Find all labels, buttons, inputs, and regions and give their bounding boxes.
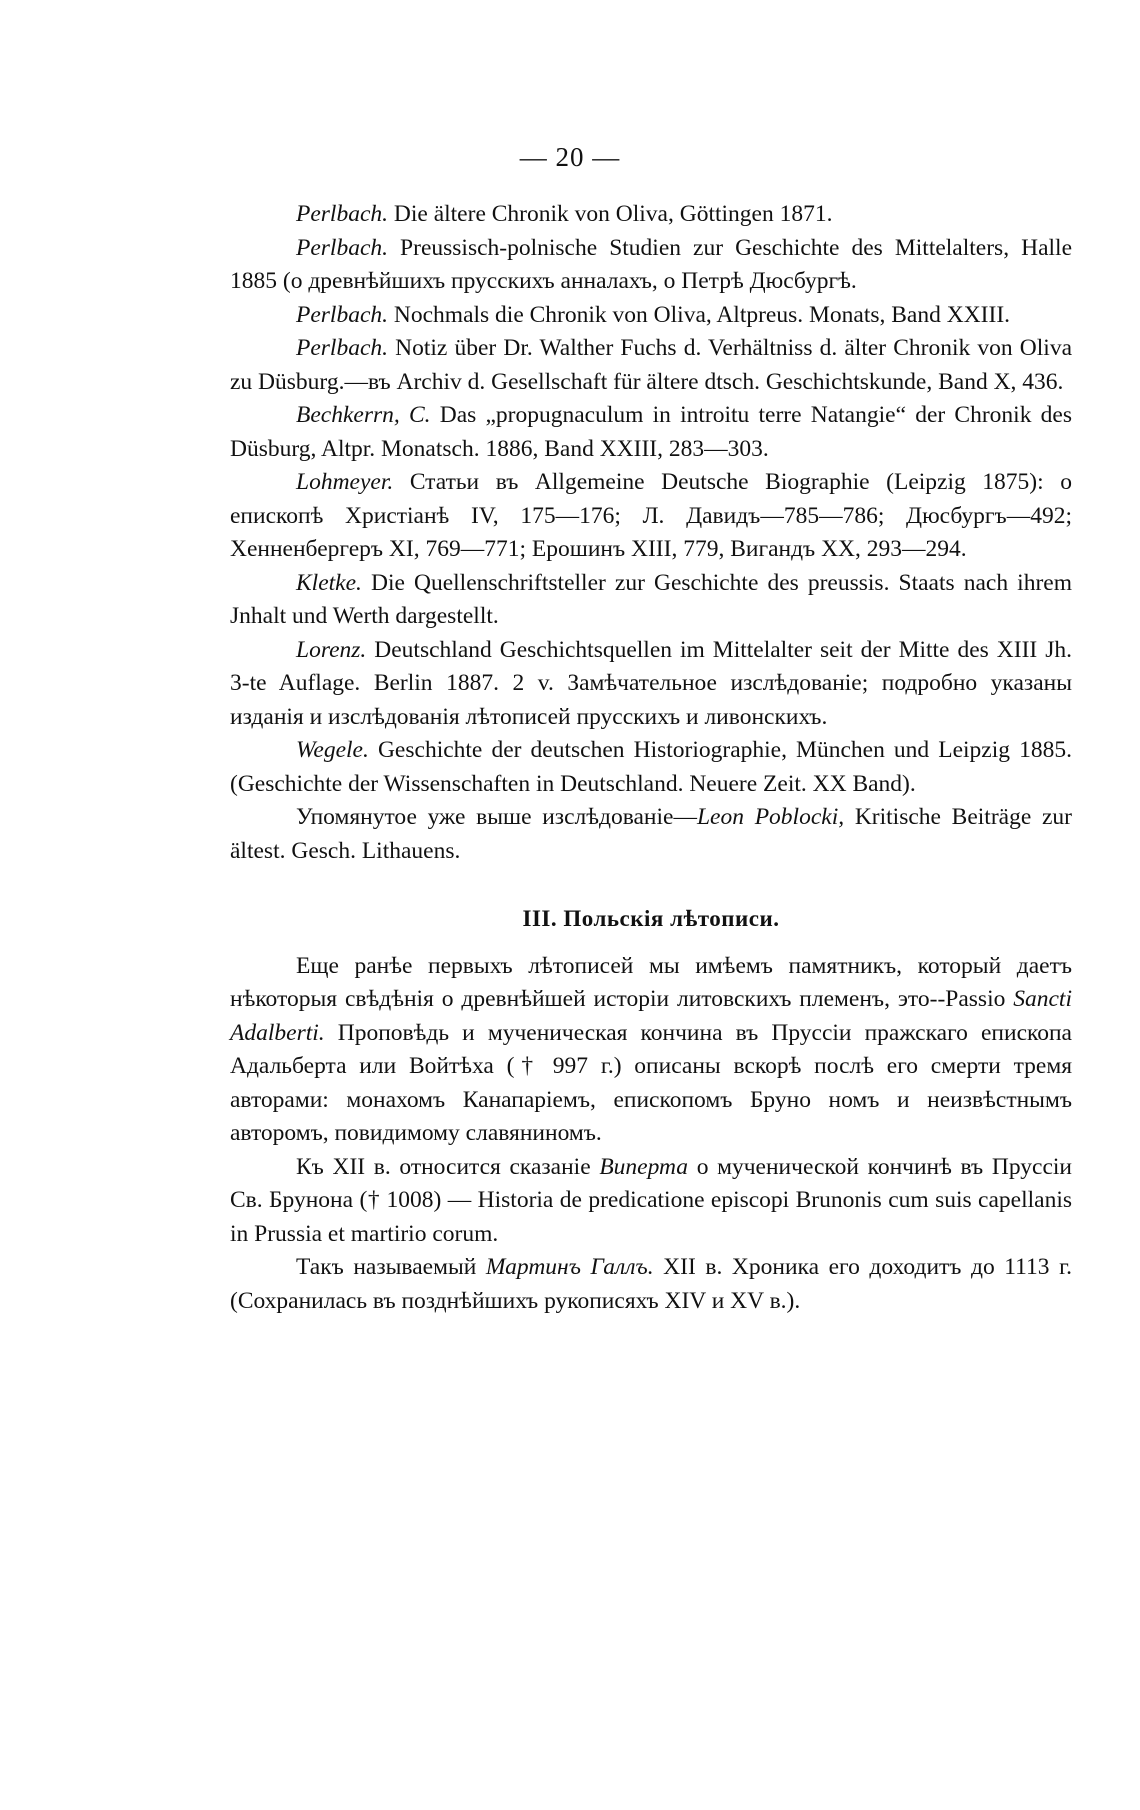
entry-author: Perlbach. bbox=[296, 335, 389, 361]
bibliography-entry bbox=[230, 734, 1072, 801]
vipert-name: Виперта bbox=[599, 1153, 689, 1180]
section-heading: III. Польскія лѣтописи. bbox=[522, 906, 780, 931]
entry-author: Perlbach. bbox=[296, 301, 389, 328]
entry-text: Nochmals die Chronik von Oliva, Altpreus. Monats, Band XXIII. bbox=[388, 301, 1011, 328]
entry-text: Das „propugnaculum in introitu terre Natangie“ der Chronik des Düsburg, Altpr. Monatsch. 1886, Band XXIII, 283—303. bbox=[230, 402, 1072, 462]
mention-author: Leon Poblocki, bbox=[696, 804, 845, 830]
entry-text: Notiz über Dr. Walther Fuchs d. Verhältniss d. älter Chronik von Oliva zu Düsburg.—въ Archiv d. Gesellschaft für ältere dtsch. Geschichtskunde, Band X, 436. bbox=[230, 335, 1072, 395]
mention-after: Kritische Beiträge zur ältest. Gesch. Lithauens. bbox=[230, 804, 1072, 864]
entry-author: Lohmeyer. bbox=[296, 469, 394, 495]
mention-before: Упомянутое уже выше изслѣдованіе— bbox=[296, 804, 697, 830]
bibliography-entry bbox=[230, 567, 1072, 634]
bibliography-entry bbox=[230, 399, 1072, 466]
passio-paragraph bbox=[230, 950, 1072, 1151]
bibliography-entry bbox=[230, 332, 1072, 399]
bibliography-entry bbox=[230, 634, 1072, 735]
entry-author: Perlbach. bbox=[296, 201, 389, 227]
entry-text: Die Quellenschriftsteller zur Geschichte des preussis. Staats nach ihrem Jnhalt und Werth dargestellt. bbox=[230, 569, 1072, 629]
main-text bbox=[230, 198, 1072, 1318]
entry-text: Preussisch-polnische Studien zur Geschichte des Mittelalters, Halle 1885 (о древнѣйшихъ прусскихъ анналахъ, о Петрѣ Дюсбургѣ. bbox=[230, 234, 1072, 294]
entry-author: Perlbach. bbox=[296, 234, 389, 261]
passio-title: Sancti Adalberti. bbox=[230, 986, 1072, 1046]
entry-text: Deutschland Geschichtsquellen im Mittelalter seit der Mitte des XIII Jh. 3-te Auflage. Berlin 1887. 2 v. Замѣчательное изслѣдованіе; подробно указаны изданія и изслѣдованія лѣтописей прусскихъ и ливонскихъ. bbox=[230, 636, 1072, 730]
entry-author: Kletke. bbox=[296, 569, 362, 596]
vipert-before: Къ XII в. относится сказаніе bbox=[296, 1153, 600, 1180]
bibliography-entry bbox=[230, 466, 1072, 567]
gallus-after: XII в. Хроника его доходитъ до 1113 г. (Сохранилась въ позднѣйшихъ рукописяхъ XIV и XV в.). bbox=[230, 1254, 1073, 1314]
page-number: — 20 — bbox=[519, 142, 621, 172]
vipert-paragraph bbox=[230, 1151, 1072, 1252]
entry-author: Lorenz. bbox=[296, 636, 367, 663]
entry-text: Статьи въ Allgemeine Deutsche Biographie (Leipzig 1875): о епископѣ Христіанѣ IV, 175—176; Л. Давидъ—785—786; Дюсбургъ—492; Хенненбергеръ XI, 769—771; Ерошинъ XIII, 779, Вигандъ XX, 293—294. bbox=[230, 469, 1072, 562]
vipert-after: о мученической кончинѣ въ Пруссіи Св. Брунона († 1008) — Historia de predicatione episcopi Brunonis cum suis capellanis in Prussia et martirio corum. bbox=[230, 1153, 1072, 1247]
gallus-before: Такъ называемый bbox=[296, 1254, 486, 1280]
gallus-name: Мартинъ Галлъ. bbox=[485, 1254, 654, 1280]
gallus-paragraph bbox=[230, 1251, 1072, 1318]
entry-text: Die ältere Chronik von Oliva, Göttingen 1871. bbox=[388, 201, 833, 227]
bibliography-entry bbox=[230, 232, 1072, 299]
passio-before: Еще ранѣе первыхъ лѣтописей мы имѣемъ памятникъ, который даетъ нѣкоторыя свѣдѣнія о древнѣйшей исторіи литовскихъ племенъ, это--Passio bbox=[230, 952, 1072, 1012]
entry-author: Wegele. bbox=[296, 737, 369, 763]
entry-text: Geschichte der deutschen Historiographie, München und Leipzig 1885. (Geschichte der Wissenschaften in Deutschland. Neuere Zeit. XX Band). bbox=[230, 737, 1072, 797]
entry-author: Bechkerrn, C. bbox=[296, 402, 431, 428]
bibliography-entry bbox=[230, 198, 1072, 232]
mention-paragraph bbox=[230, 801, 1072, 868]
passio-after: Проповѣдь и мученическая кончина въ Пруссіи пражскаго епископа Адальберта или Войтѣха († 997 г.) описаны вскорѣ послѣ его смерти тремя авторами: монахомъ Канапаріемъ, епископомъ Бруно номъ и неизвѣстнымъ авторомъ, повидимому славяниномъ. bbox=[230, 1019, 1072, 1146]
bibliography-entry bbox=[230, 299, 1072, 333]
